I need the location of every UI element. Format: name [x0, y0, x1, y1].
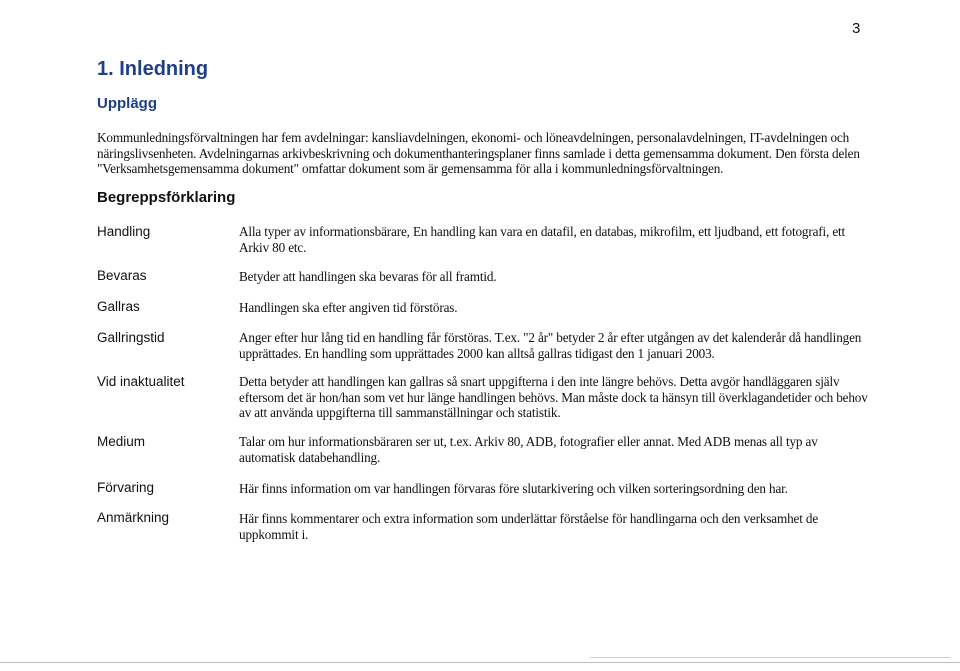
term-medium: Medium	[97, 434, 146, 449]
definition-handling: Alla typer av informationsbärare, En handling kan vara en datafil, en databas, mikrofilm, ett ljudband, ett fotografi, ett Arkiv 80 etc.	[239, 224, 846, 255]
definition-gallringstid: Anger efter hur lång tid en handling får förstöras. T.ex. "2 år" betyder 2 år efter utgången av det kalenderår då handlingen upprättades. En handling som upprättades 2000 kan alltså gallras tidigast den 1 januari 2003.	[239, 330, 862, 361]
term-forvaring: Förvaring	[97, 480, 155, 495]
section-heading: 1. Inledning	[97, 58, 209, 80]
definition-medium: Talar om hur informationsbäraren ser ut, t.ex. Arkiv 80, ADB, fotografier eller annat. Med ADB menas all typ av automatisk databehandling.	[239, 434, 818, 465]
term-handling: Handling	[97, 224, 151, 239]
page-number: 3	[852, 20, 861, 37]
footer-divider	[0, 662, 960, 663]
subheading-upplagg: Upplägg	[97, 95, 157, 112]
definition-vid-inaktualitet: Detta betyder att handlingen kan gallras så snart uppgifterna i den inte längre behövs. Detta avgör handläggaren själv eftersom det är hon/han som vet hur länge handlingen behövs. Man måste dock ta hänsyn till överklagandetider och behov av att använda uppgifterna till sammanställningar och statistik.	[239, 374, 868, 420]
subheading-begreppsforklaring: Begreppsförklaring	[97, 189, 236, 206]
term-gallras: Gallras	[97, 299, 140, 314]
intro-paragraph: Kommunledningsförvaltningen har fem avdelningar: kansliavdelningen, ekonomi- och löneavdelningen, personalavdelningen, IT-avdelningen och näringslivsenheten. Avdelningarnas arkivbeskrivning och dokumenthanteringsplaner finns samlade i detta gemensamma dokument. Den första delen "Verksamhetsgemensamma dokument" omfattar dokument som är gemensamma för alla i kommunledningsförvaltningen.	[97, 130, 860, 176]
definition-anmarkning: Här finns kommentarer och extra information som underlättar förståelse för handlingarna och den verksamhet de uppkommit i.	[239, 511, 819, 542]
term-anmarkning: Anmärkning	[97, 510, 170, 525]
term-vid-inaktualitet: Vid inaktualitet	[97, 374, 185, 389]
footer-divider-short	[590, 657, 950, 658]
definition-forvaring: Här finns information om var handlingen förvaras före slutarkivering och vilken sorteringsordning den har.	[239, 481, 788, 496]
definition-gallras: Handlingen ska efter angiven tid förstöras.	[239, 300, 458, 315]
term-bevaras: Bevaras	[97, 268, 147, 283]
term-gallringstid: Gallringstid	[97, 330, 165, 345]
definition-bevaras: Betyder att handlingen ska bevaras för all framtid.	[239, 269, 497, 284]
